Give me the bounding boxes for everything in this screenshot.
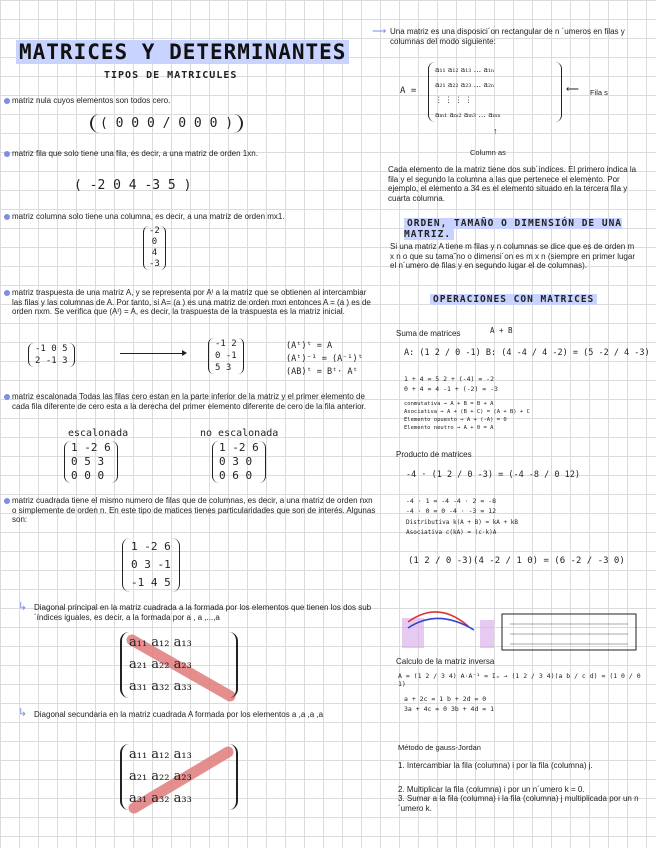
matriz-nula-text: matriz nula cuyos elementos son todos cero.: [12, 96, 171, 105]
diagonal-secundaria-text: Diagonal secundaria en la matriz cuadrada A formada por los elementos a ,a ,a ,a: [34, 710, 324, 719]
matriz-nula-example: ( 0 0 0 / 0 0 0 ): [90, 114, 243, 133]
matriz-intro-text: Una matriz es una disposici´on rectangular de n ´umeros en filas y columnas del modo siguiente:: [390, 27, 625, 46]
gauss-steps: 1. Intercambiar la fila (columna) i por la fila (columna) j. 2. Multiplicar la fila (columna) i por un n´umero k = 0. 3. Sumar a la fila (columna) i la fila (columna) j multiplicada por un n´umero k.: [398, 761, 639, 813]
arrow-right-icon: [120, 353, 184, 354]
producto-steps: -4 · 1 = -4 -4 · 2 = -8 -4 · 0 = 0 -4 · -3 = 12: [406, 497, 497, 515]
traspuesta-properties: (Aᵗ)ᵗ = A (Aᵗ)⁻¹ = (A⁻¹)ᵗ (AB)ᵗ = Bᵗ· Aᵗ: [286, 341, 363, 377]
inversa-heading: Calculo de la matriz inversa: [396, 657, 495, 666]
matriz-fila-example: ( -2 0 4 -3 5 ): [74, 178, 192, 193]
producto-heading: Producto de matrices: [396, 450, 472, 459]
multiplication-diagram: [398, 608, 638, 652]
matriz-columna-text: matriz columna solo tiene una columna, es decir, a una matriz de orden mx1.: [12, 212, 285, 221]
matriz-fila-text: matriz fila que solo tiene una fila, es decir, a una matriz de orden 1xn.: [12, 149, 258, 158]
traspuesta-matrix-a: -1 0 5 2 -1 3: [28, 343, 75, 367]
inversa-example: A = (1 2 / 3 4) A·A⁻¹ = Iₙ → (1 2 / 3 4)(a b / c d) = (1 0 / 0 1): [398, 672, 641, 688]
page-title: MATRICES Y DETERMINANTES: [16, 40, 349, 64]
page-subtitle: TIPOS DE MATRICULES: [104, 70, 238, 81]
bullet-icon: [4, 151, 10, 157]
cuadrada-matrix: 1 -2 6 0 3 -1 -1 4 5: [122, 538, 180, 592]
intro-arrow-icon: ⟶: [372, 26, 387, 37]
columna-arrow-icon: ↑: [493, 126, 498, 136]
fila-arrow-icon: ⟵: [566, 84, 579, 94]
no-escalonada-label: no escalonada: [200, 428, 279, 439]
sub-arrow-icon: ↳: [18, 601, 28, 613]
fila-label: Fila s: [590, 88, 608, 97]
suma-steps: 1 + 4 = 5 2 + (-4) = -2 0 + 4 = 4 -1 + (-2) = -3: [404, 375, 498, 393]
matriz-cuadrada-text: matriz cuadrada tiene el mismo numero de filas que de columnas, es decir, a una matriz de orden nxn o simplemente de orden n. En este tipo de matices tienes particularidades que son de interés. Algunas son:: [12, 496, 376, 524]
suma-properties: conmutativa → A + B = B + A Asociativa → A + (B + C) = (A + B) + C Elemento opuesto → A + (-A) = 0 Elemento neutro → A + 0 = A: [404, 401, 530, 431]
producto-example: -4 · (1 2 / 0 -3) = (-4 -8 / 0 12): [406, 470, 580, 480]
matriz-description: Cada elemento de la matriz tiene dos sub´índices. El primero indica la fila y el segundo la columna a las que pertenece el elemento. Por ejemplo, el elemento a 34 es el elemento situado en la tercera fila y cuarta columna.: [388, 165, 637, 203]
columna-label: Column as: [470, 148, 506, 157]
matriz-traspuesta-text: matriz traspuesta de una matriz A, y se representa por Aᵗ a la matriz que se obtienen al intercambiar las filas y las columnas de A. Por tanto, si A= (a ) es una matriz de orden mxn entonces A = (a ) es de orden nxm. Se verifica que (Aᵗ) = A, es decir, la traspuesta de la traspuesta es la matriz inicial.: [12, 288, 371, 316]
diagonal-principal-figure: [120, 632, 240, 702]
suma-example: A: (1 2 / 0 -1) B: (4 -4 / 4 -2) = (5 -2 / 4 -3): [404, 348, 650, 358]
diagonal-principal-matrix: a₁₁ a₁₂ a₁₃ a₂₁ a₂₂ a₂₃ a₃₁ a₃₂ a₃₃: [120, 632, 238, 698]
diagonal-secundaria-matrix: a₁₁ a₁₂ a₁₃ a₂₁ a₂₂ a₂₃ a₃₁ a₃₂ a₃₃: [120, 744, 238, 810]
diagonal-secundaria-figure: [120, 744, 240, 814]
escalonada-matrix: 1 -2 6 0 5 3 0 0 0: [64, 441, 118, 483]
orden-text: Si una matriz A tiene m filas y n columnas se dice que es de orden m x n o que su tama˜no o dimensi´on es m x n (siempre en primer lugar el n´umero de filas y en segundo lugar el de columnas).: [390, 242, 635, 270]
gauss-heading: Método de gauss-Jordan: [398, 743, 481, 752]
bullet-icon: [4, 394, 10, 400]
row-column-arrows-icon: [398, 608, 638, 652]
arrow-head-icon: [182, 350, 187, 356]
traspuesta-matrix-b: -1 2 0 -1 5 3: [208, 338, 244, 374]
escalonada-label: escalonada: [68, 428, 129, 439]
operaciones-title: OPERACIONES CON MATRICES: [430, 294, 597, 305]
sub-arrow-icon: ↳: [18, 707, 28, 719]
suma-formula: A + B: [490, 326, 513, 335]
bullet-icon: [4, 98, 10, 104]
producto-properties: Distributiva k(A + B) = kA + kB Asociativa c(kA) = (c·k)A: [406, 519, 518, 536]
bullet-icon: [4, 290, 10, 296]
matriz-escalonada-text: matriz escalonada Todas las filas cero estan en la parte inferior de la matriz y el primer elemento de cada fila diferente de cero esta a la derecha del primer elemento diferente de cero de la fila anterior.: [12, 392, 366, 411]
producto-matrix-example: (1 2 / 0 -3)(4 -2 / 1 0) = (6 -2 / -3 0): [408, 556, 625, 566]
bullet-icon: [4, 498, 10, 504]
suma-heading: Suma de matrices: [396, 329, 461, 338]
general-matrix: a₁₁ a₁₂ a₁₃ … a₁ₙ a₂₁ a₂₂ a₂₃ … a₂ₙ ⋮ ⋮ ⋮ ⋮ aₘ₁ aₘ₂ aₘ₃ … aₘₙ: [428, 62, 562, 122]
bullet-icon: [4, 214, 10, 220]
orden-title: ORDEN, TAMAÑO O DIMENSIÓN DE UNA MATRIZ.: [404, 218, 623, 240]
inversa-steps: a + 2c = 1 b + 2d = 0 3a + 4c = 0 3b + 4d = 1: [404, 695, 495, 713]
matrix-a-label: A =: [400, 86, 417, 96]
no-escalonada-matrix: 1 -2 6 0 3 0 0 6 0: [212, 441, 266, 483]
diagonal-principal-text: Diagonal principal en la matriz cuadrada a la formada por los elementos que tienen los dos sub´índices iguales, es decir, a la formada por a , a ,...,a: [34, 603, 372, 622]
matriz-columna-example: -2 0 4 -3: [143, 226, 166, 270]
